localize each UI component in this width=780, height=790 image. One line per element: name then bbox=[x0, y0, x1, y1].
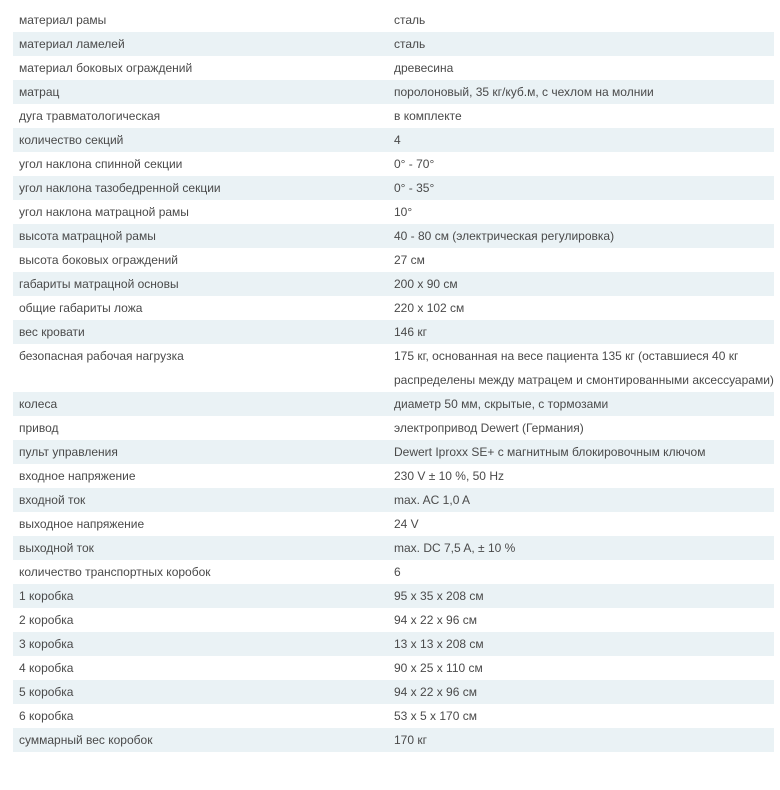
spec-label: выходной ток bbox=[19, 541, 94, 555]
spec-value: поролоновый, 35 кг/куб.м, с чехлом на молнии bbox=[394, 85, 654, 99]
spec-value: 4 bbox=[394, 133, 401, 147]
spec-value: 175 кг, основанная на весе пациента 135 кг (оставшиеся 40 кг распределены между матрацем и смонтированными аксессуарами) bbox=[394, 349, 774, 387]
spec-value: сталь bbox=[394, 37, 426, 51]
spec-label: материал боковых ограждений bbox=[19, 61, 193, 75]
spec-value: диаметр 50 мм, скрытые, с тормозами bbox=[394, 397, 609, 411]
spec-row bbox=[13, 344, 774, 392]
spec-value: 220 х 102 см bbox=[394, 301, 465, 315]
spec-row bbox=[13, 176, 774, 200]
spec-value: 40 - 80 см (электрическая регулировка) bbox=[394, 229, 615, 243]
spec-value: 13 х 13 х 208 см bbox=[394, 637, 484, 651]
spec-label: 5 коробка bbox=[19, 685, 74, 699]
spec-row bbox=[13, 200, 774, 224]
spec-row bbox=[13, 584, 774, 608]
spec-label: 4 коробка bbox=[19, 661, 74, 675]
spec-label: 3 коробка bbox=[19, 637, 74, 651]
spec-row bbox=[13, 272, 774, 296]
spec-label: 2 коробка bbox=[19, 613, 74, 627]
spec-table bbox=[13, 8, 774, 752]
spec-row bbox=[13, 224, 774, 248]
spec-row bbox=[13, 536, 774, 560]
spec-label: угол наклона спинной секции bbox=[19, 157, 183, 171]
spec-value: в комплекте bbox=[394, 109, 462, 123]
spec-value: 6 bbox=[394, 565, 401, 579]
spec-label: габариты матрацной основы bbox=[19, 277, 179, 291]
spec-value: 200 х 90 см bbox=[394, 277, 458, 291]
spec-row bbox=[13, 680, 774, 704]
spec-label: пульт управления bbox=[19, 445, 118, 459]
spec-value: 90 х 25 х 110 см bbox=[394, 661, 483, 675]
spec-value: 53 х 5 х 170 см bbox=[394, 709, 477, 723]
spec-label: количество транспортных коробок bbox=[19, 565, 211, 579]
spec-value: сталь bbox=[394, 13, 426, 27]
spec-label: привод bbox=[19, 421, 59, 435]
spec-label: матрац bbox=[19, 85, 60, 99]
spec-table-body bbox=[13, 8, 774, 752]
spec-row bbox=[13, 560, 774, 584]
spec-value: 230 V ± 10 %, 50 Hz bbox=[394, 469, 504, 483]
spec-label: высота боковых ограждений bbox=[19, 253, 178, 267]
spec-row bbox=[13, 728, 774, 752]
spec-row bbox=[13, 704, 774, 728]
spec-row bbox=[13, 488, 774, 512]
spec-label: вес кровати bbox=[19, 325, 85, 339]
spec-value: 27 см bbox=[394, 253, 425, 267]
spec-value: древесина bbox=[394, 61, 454, 75]
spec-label: входное напряжение bbox=[19, 469, 136, 483]
spec-value: 146 кг bbox=[394, 325, 427, 339]
spec-label: 6 коробка bbox=[19, 709, 74, 723]
spec-row bbox=[13, 320, 774, 344]
spec-row bbox=[13, 248, 774, 272]
spec-label: материал ламелей bbox=[19, 37, 125, 51]
spec-value: 24 V bbox=[394, 517, 419, 531]
spec-label: угол наклона матрацной рамы bbox=[19, 205, 189, 219]
spec-row bbox=[13, 416, 774, 440]
spec-label: количество секций bbox=[19, 133, 124, 147]
spec-value: Dewert Iproxx SE+ с магнитным блокировочным ключом bbox=[394, 445, 706, 459]
spec-label: общие габариты ложа bbox=[19, 301, 143, 315]
spec-label: материал рамы bbox=[19, 13, 107, 27]
spec-value: 170 кг bbox=[394, 733, 427, 747]
spec-label: выходное напряжение bbox=[19, 517, 145, 531]
spec-row bbox=[13, 512, 774, 536]
spec-row bbox=[13, 104, 774, 128]
spec-value: электропривод Dewert (Германия) bbox=[394, 421, 584, 435]
spec-value: 95 х 35 х 208 см bbox=[394, 589, 484, 603]
spec-value: 94 х 22 х 96 см bbox=[394, 685, 477, 699]
spec-value: 0° - 35° bbox=[394, 181, 435, 195]
spec-label: суммарный вес коробок bbox=[19, 733, 153, 747]
spec-label: колеса bbox=[19, 397, 58, 411]
spec-row bbox=[13, 392, 774, 416]
spec-value: max. DC 7,5 A, ± 10 % bbox=[394, 541, 516, 555]
spec-value: max. AC 1,0 A bbox=[394, 493, 471, 507]
spec-row bbox=[13, 80, 774, 104]
spec-row bbox=[13, 56, 774, 80]
spec-row bbox=[13, 128, 774, 152]
spec-value: 0° - 70° bbox=[394, 157, 435, 171]
spec-label: 1 коробка bbox=[19, 589, 74, 603]
spec-row bbox=[13, 296, 774, 320]
spec-value: 10° bbox=[394, 205, 413, 219]
spec-label: высота матрацной рамы bbox=[19, 229, 156, 243]
spec-row bbox=[13, 464, 774, 488]
spec-label: безопасная рабочая нагрузка bbox=[19, 349, 184, 363]
spec-row bbox=[13, 152, 774, 176]
spec-row bbox=[13, 8, 774, 32]
spec-row bbox=[13, 32, 774, 56]
spec-row bbox=[13, 656, 774, 680]
spec-label: угол наклона тазобедренной секции bbox=[19, 181, 221, 195]
spec-row bbox=[13, 440, 774, 464]
spec-label: входной ток bbox=[19, 493, 86, 507]
spec-value: 94 х 22 х 96 см bbox=[394, 613, 477, 627]
spec-row bbox=[13, 608, 774, 632]
spec-label: дуга травматологическая bbox=[19, 109, 161, 123]
spec-row bbox=[13, 632, 774, 656]
